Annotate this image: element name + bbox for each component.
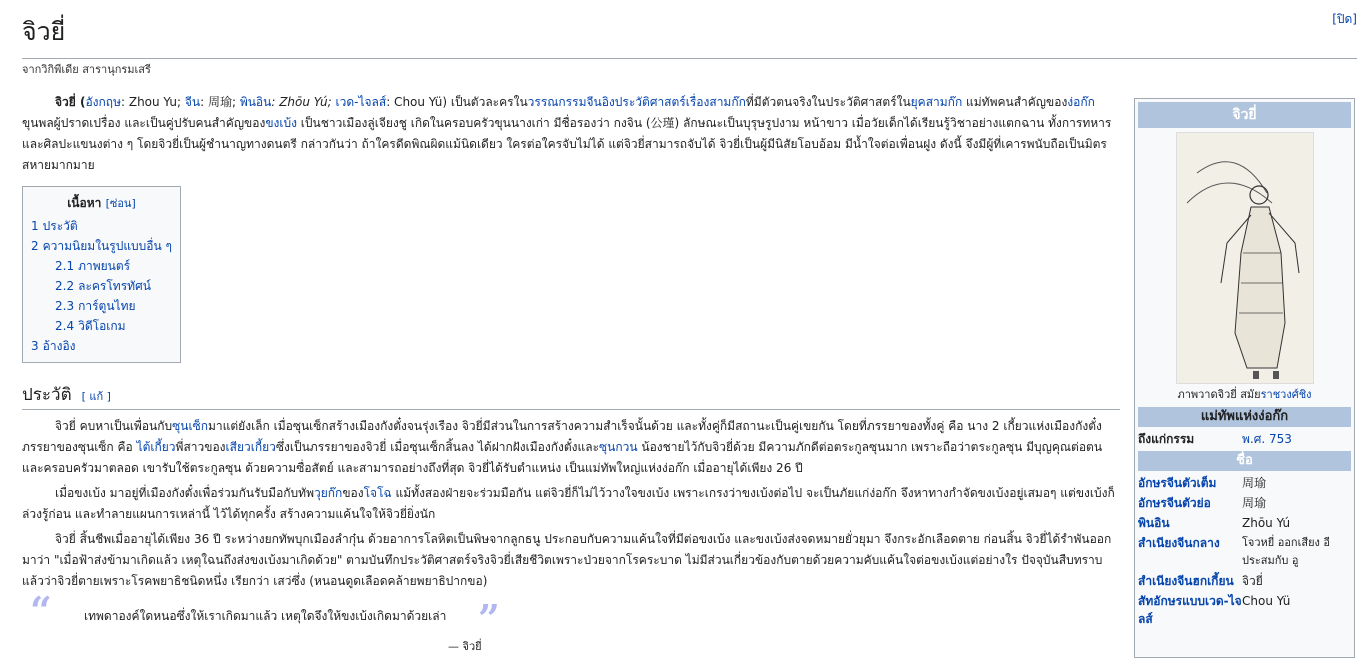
infobox-label: ถึงแก่กรรม [1138, 432, 1195, 446]
link-zhuge-liang[interactable]: ขงเบ้ง [265, 116, 297, 130]
link-xiao-qiao[interactable]: เสียวเกี้ยว [225, 440, 276, 454]
section-heading-text: ประวัติ [22, 385, 72, 405]
infobox-death-link[interactable]: พ.ศ. 753 [1242, 432, 1292, 446]
toc-toggle-link[interactable]: [ซ่อน] [105, 197, 136, 210]
toc-item[interactable] [31, 276, 172, 296]
history-paragraph [22, 416, 1120, 479]
infobox [1134, 98, 1355, 658]
toc-number: 2.3 [55, 299, 75, 313]
infobox-row [1138, 493, 1351, 513]
toc-link[interactable]: ประวัติ [42, 219, 78, 233]
toc-link[interactable]: ความนิยมในรูปแบบอื่น ๆ [42, 239, 172, 253]
infobox-label-link[interactable]: สัทอักษรแบบเวด-ไจลส์ [1138, 594, 1242, 626]
close-link[interactable]: [ปิด] [1332, 12, 1357, 26]
history-text: พี่สาวของ [175, 440, 226, 454]
open-quote-mark: “ [30, 588, 52, 633]
infobox-row-death [1138, 429, 1351, 449]
intro-paragraph [22, 92, 1120, 176]
infobox-row [1138, 571, 1351, 591]
link-sun-ce[interactable]: ซุนเซ็ก [172, 419, 208, 433]
infobox-value: Zhōu Yú [1242, 516, 1291, 530]
link-eastern-wu[interactable]: ง่อก๊ก [1067, 95, 1095, 109]
infobox-label-link[interactable]: อักษรจีนตัวเต็ม [1138, 476, 1217, 490]
infobox-title: จิวยี่ [1138, 102, 1351, 128]
infobox-row [1138, 513, 1351, 533]
portrait-drawing [1177, 133, 1313, 383]
infobox-value: โจวหยี่ ออกเสียง อี ประสมกับ อู [1242, 536, 1330, 567]
portrait-caption [1138, 386, 1351, 404]
link-sun-quan[interactable]: ซุนกวน [599, 440, 638, 454]
portrait-image[interactable] [1176, 132, 1314, 384]
infobox-value: จิวยี่ [1242, 574, 1263, 588]
link-qing-dynasty[interactable]: ราชวงศ์ชิง [1260, 388, 1312, 401]
infobox-value: Chou Yü [1242, 594, 1291, 608]
toc-link[interactable]: วิดีโอเกม [78, 319, 126, 333]
toc-item[interactable] [31, 236, 172, 256]
site-subtitle: จากวิกิพีเดีย สารานุกรมเสรี [22, 63, 151, 76]
close-quote-mark: ” [478, 596, 500, 641]
caption-text: ภาพวาดจิวยี่ สมัย [1177, 388, 1261, 401]
link-three-kingdoms-novel[interactable]: เรื่องสามก๊ก [685, 95, 746, 109]
edit-section-link[interactable]: [ แก้ ] [81, 390, 111, 403]
history-text: น้องชายไว้กับจิวยี่ด้วย มีความภักดีต่อตระกูลซุนมาก เพราะถือว่าตระกูลซุน มีบุญคุณต่อตน และครอบครัวมาตลอด เขารับใช้ตระกูลซุน ด้วยความซื่อสัตย์ และสามารถอย่างถึงที่สุด จิวยี่ได้รับตำแหน่ง เป็นแม่ทัพใหญ่แห่งง่อก๊ก เมื่ออายุได้เพียง 26 ปี [22, 440, 1103, 475]
toc-number: 2.2 [55, 279, 75, 293]
intro-text: ขุนพลผู้ปราดเปรื่อง และเป็นคู่ปรับคนสำคัญของ [22, 116, 266, 130]
toc-item[interactable] [31, 256, 172, 276]
infobox-value: 周瑜 [1242, 496, 1267, 510]
link-pinyin[interactable]: พินอิน [239, 95, 272, 109]
history-text: ของ [342, 486, 364, 500]
intro-text: เป็นชาวเมืองลู่เจียงชู เกิดในครอบครัวขุนนางเก่า มีชื่อรองว่า กงจิน (公瑾) ลักษณะเป็นบุรุษรูปงาม หน้าขาว เมื่อวัยเด็กได้เรียนรู้วิชาอย่างแตกฉาน ทั้งการทหาร และศิลปะแขนงต่าง ๆ โดยจิวยี่เป็นผู้ชำนาญทางดนตรี กล่าวกันว่า ถ้าใครดีดพิณผิดแม้นิดเดียว ใครต่อใครจับไม่ได้ แต่จิวยี่สามารถจับได้ จิวยี่เป็นผู้มีนิสัยโอบอ้อม มีน้ำใจต่อเพื่อนฝูง ดังนี้ จึงมีผู้ที่เคารพนับถือเป็นมิตรสหายมากมาย [22, 116, 1112, 172]
toc-number: 2.1 [55, 259, 75, 273]
history-paragraph [22, 483, 1120, 525]
infobox-row [1138, 473, 1351, 493]
link-three-kingdoms-era[interactable]: ยุคสามก๊ก [910, 95, 963, 109]
toc-number: 3 [31, 339, 39, 353]
history-text: แม้ทั้งสองฝ่ายจะร่วมมือกัน แต่จิวยี่ก็ไม่ไว้วางใจขงเบ้ง เพราะเกรงว่าขงเบ้งต่อไป จะเป็นภัยแก่ง่อก๊ก จึงหาทางกำจัดขงเบ้งอยู่เสมอๆ แต่ขงเบ้งก็ล่วงรู้ก่อน และทำลายแผนการเหล่านี้ ไว้ได้ทุกครั้ง สร้างความแค้นใจให้จิวยี่ยิ่งนัก [22, 486, 1115, 521]
infobox-section-commander: แม่ทัพแห่งง่อก๊ก [1138, 407, 1351, 427]
infobox-label-link[interactable]: อักษรจีนตัวย่อ [1138, 496, 1211, 510]
quote-text: เทพดาองค์ใดหนอซึ่งให้เราเกิดมาแล้ว เหตุใดจึงให้ขงเบ้งเกิดมาด้วยเล่า [84, 609, 447, 623]
link-da-qiao[interactable]: ไต้เกี้ยว [136, 440, 176, 454]
toc-title-text: เนื้อหา [67, 196, 102, 210]
toc-link[interactable]: ภาพยนตร์ [78, 259, 131, 273]
infobox-row [1138, 591, 1351, 629]
toc-item[interactable] [31, 316, 172, 336]
toc-number: 2 [31, 239, 39, 253]
table-of-contents [22, 186, 181, 363]
link-historical-novel[interactable]: วรรณกรรมจีนอิงประวัติศาสตร์ [527, 95, 686, 109]
infobox-label-link[interactable]: พินอิน [1138, 516, 1170, 530]
quote-author: — จิวยี่ [448, 640, 482, 653]
intro-text: ที่มีตัวตนจริงในประวัติศาสตร์ใน [745, 95, 911, 109]
history-text: จิวยี่ คบหาเป็นเพื่อนกับ [55, 419, 173, 433]
intro-text: : Chou Yü) เป็นตัวละครใน [386, 95, 528, 109]
intro-text: แม่ทัพคนสำคัญของ [962, 95, 1068, 109]
quote-block [22, 588, 1120, 672]
toc-link[interactable]: การ์ตูนไทย [78, 299, 136, 313]
link-cao-wei[interactable]: วุยก๊ก [314, 486, 343, 500]
toc-title [31, 193, 172, 214]
link-chinese[interactable]: จีน [184, 95, 201, 109]
toc-number: 1 [31, 219, 39, 233]
toc-link[interactable]: ละครโทรทัศน์ [78, 279, 151, 293]
infobox-value: 周瑜 [1242, 476, 1267, 490]
infobox-section-names: ชื่อ [1138, 451, 1351, 471]
link-wade-giles[interactable]: เวด-ไจลส์ [335, 95, 387, 109]
infobox-row [1138, 533, 1351, 571]
intro-text: : Zhou Yu; [120, 95, 185, 109]
toc-item[interactable] [31, 216, 172, 236]
infobox-label-link[interactable]: สำเนียงจีนกลาง [1138, 536, 1220, 550]
toc-number: 2.4 [55, 319, 75, 333]
infobox-label-link[interactable]: สำเนียงจีนฮกเกี้ยน [1138, 574, 1234, 588]
link-english[interactable]: อังกฤษ [85, 95, 121, 109]
intro-text: จิวยี่ ( [55, 95, 86, 109]
section-heading-history [22, 385, 1120, 410]
toc-list [31, 216, 172, 356]
toc-link[interactable]: อ้างอิง [42, 339, 76, 353]
page-title: จิวยี่ [22, 12, 1357, 59]
history-paragraph: จิวยี่ สิ้นชีพเมื่ออายุได้เพียง 36 ปี ระหว่างยกทัพบุกเมืองลำกุ๋น ด้วยอาการโลหิตเป็นพิษจากลูกธนู ประกอบกับความแค้นใจที่มีต่อขงเบ้ง และขงเบ้งส่งจดหมายยั่วยุมา จึงกระอักเลือดตาย ก่อนสิ้น จิวยี่ได้รำพันออกมาว่า "เมื่อฟ้าส่งข้ามาเกิดแล้ว เหตุใฉนถึงส่งขงเบ้งมาเกิดด้วย" ตามบันทึกประวัติศาสตร์จริงจิวยี่เสียชีวิตเพราะป่วยจากโรคระบาด ไม่มีส่วนเกี่ยวข้องกับตายด้วยความคับแค้นใจต่อขงเบ้งแต่อย่างใร ปัจจุบันสืบทราบแล้วว่าจิวยี่ตายเพราะโรคพยาธิชนิดหนึ่ง เรียกว่า เสว่ซึ่ง (หนอนดูดเลือดคล้ายพยาธิปากขอ) [22, 532, 1112, 588]
intro-text: : Zhōu Yú; [271, 95, 336, 109]
history-text: มาแต่ยังเล็ก เมื่อซุนเซ็กสร้างเมืองกังตั๋งจนรุ่งเรือง จิวยี่มีส่วนในการสร้างความสำเร็จนั้นด้วย และทั้งคู่ก็มีสถานะเป็นคู่เขยกัน โดยที่ภรรยาของทั้งคู่ คือ นาง 2 เกี้ยวแห่งเมืองกังตั๋ง ภรรยาของซุนเซ็ก คือ [22, 419, 1102, 454]
article-content [22, 92, 1120, 672]
history-text: เมื่อขงเบ้ง มาอยู่ที่เมืองกังตั๋งเพื่อร่วมกันรับมือกับทัพ [55, 486, 314, 500]
toc-item[interactable] [31, 336, 172, 356]
intro-text: : 周瑜; [200, 95, 240, 109]
link-cao-cao[interactable]: โจโฉ [363, 486, 392, 500]
toc-item[interactable] [31, 296, 172, 316]
history-text: ซึ่งเป็นภรรยาของจิวยี่ เมื่อซุนเซ็กสิ้นลง ได้ฝากฝังเมืองกังตั๋งและ [275, 440, 600, 454]
